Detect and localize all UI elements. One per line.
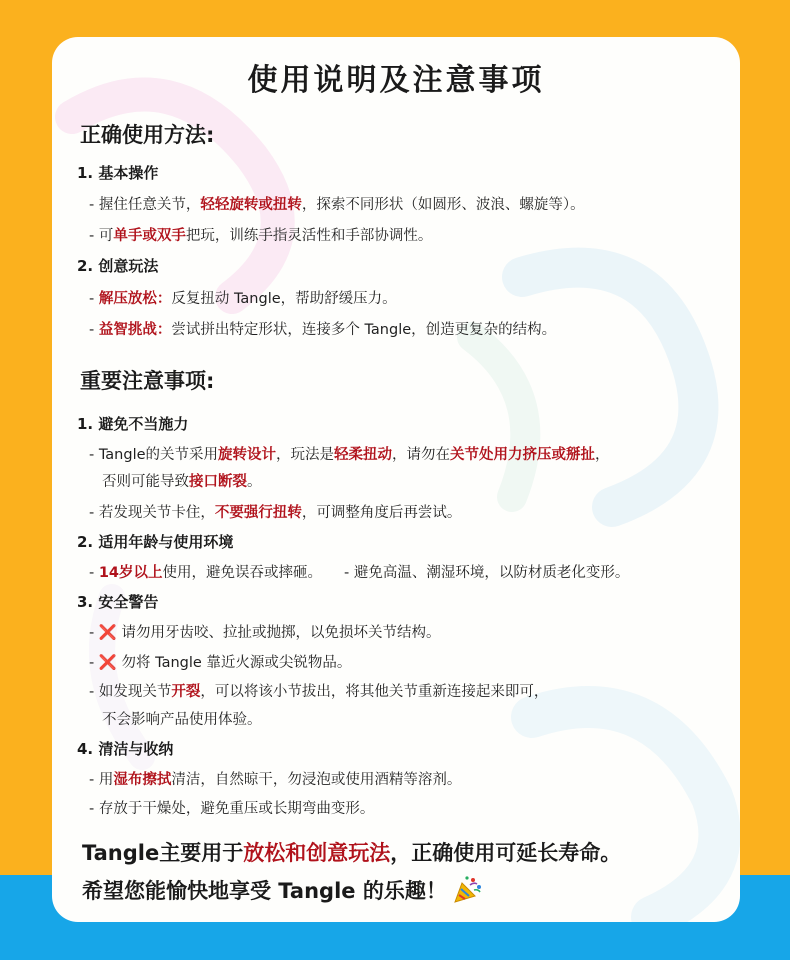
- force-line-1: - Tangle的关节采用旋转设计，玩法是轻柔扭动，请勿在关节处用力挤压或掰扯，: [89, 447, 610, 463]
- basic-ops-line-1: - 握住任意关节，轻轻旋转或扭转，探索不同形状（如圆形、波浪、螺旋等）。: [89, 197, 585, 213]
- clean-line-2: - 存放于干燥处，避免重压或长期弯曲变形。: [89, 801, 375, 817]
- highlight-puzzle: 益智挑战：: [98, 322, 172, 338]
- notes-heading: 重要注意事项:: [80, 369, 215, 393]
- footer-line-1: Tangle主要用于放松和创意玩法，正确使用可延长寿命。: [82, 841, 622, 865]
- usage-heading: 正确使用方法:: [80, 123, 215, 147]
- party-popper-icon: [453, 875, 483, 903]
- highlight-twist: 轻轻旋转或扭转: [200, 197, 302, 213]
- safety-title: 3. 安全警告: [77, 593, 159, 611]
- basic-ops-title: 1. 基本操作: [77, 164, 159, 182]
- clean-line-1: - 用湿布擦拭清洁，自然晾干，勿浸泡或使用酒精等溶剂。: [89, 772, 462, 788]
- cross-mark-icon: ❌: [98, 655, 117, 671]
- instruction-card: [52, 37, 740, 922]
- cross-mark-icon: ❌: [98, 625, 117, 641]
- safety-line-1: - ❌ 请勿用牙齿咬、拉扯或抛掷，以免损坏关节结构。: [89, 625, 441, 641]
- highlight-hands: 单手或双手: [113, 228, 186, 244]
- footer-line-2: 希望您能愉快地享受 Tangle 的乐趣！: [82, 875, 483, 905]
- safety-line-3: - 如发现关节开裂，可以将该小节拔出，将其他关节重新连接起来即可，: [89, 684, 549, 700]
- basic-ops-line-2: - 可单手或双手把玩，训练手指灵活性和手部协调性。: [89, 228, 433, 244]
- page-title: 使用说明及注意事项: [247, 63, 545, 98]
- safety-line-3-cont: 不会影响产品使用体验。: [102, 712, 262, 728]
- force-line-2: - 若发现关节卡住，不要强行扭转，可调整角度后再尝试。: [89, 505, 462, 521]
- age-line-1: - 14岁以上使用，避免误吞或摔砸。 - 避免高温、潮湿环境，以防材质老化变形。: [89, 565, 630, 581]
- force-title: 1. 避免不当施力: [77, 415, 189, 433]
- creative-line-1: - 解压放松：反复扭动 Tangle，帮助舒缓压力。: [89, 291, 397, 307]
- creative-line-2: - 益智挑战：尝试拼出特定形状，连接多个 Tangle，创造更复杂的结构。: [89, 322, 557, 338]
- safety-line-2: - ❌ 勿将 Tangle 靠近火源或尖锐物品。: [89, 655, 352, 671]
- age-title: 2. 适用年龄与使用环境: [77, 533, 234, 551]
- creative-title: 2. 创意玩法: [77, 257, 159, 275]
- highlight-relax: 解压放松：: [98, 291, 172, 307]
- clean-title: 4. 清洁与收纳: [77, 740, 174, 758]
- force-line-1-cont: 否则可能导致接口断裂。: [102, 474, 262, 490]
